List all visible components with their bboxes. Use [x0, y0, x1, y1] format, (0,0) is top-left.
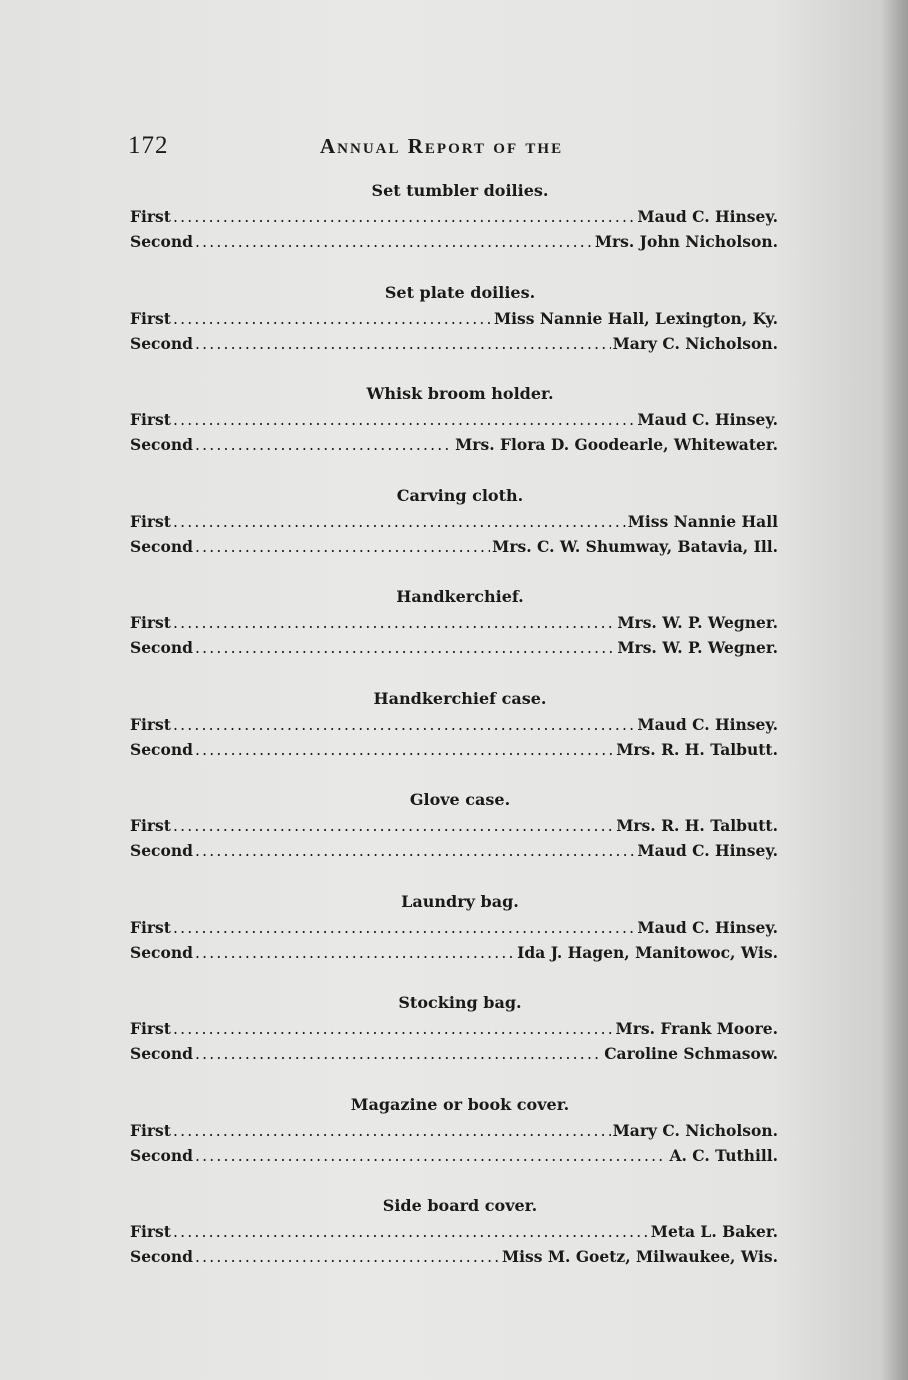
winner-name: Ida J. Hagen, Manitowoc, Wis. — [517, 942, 778, 962]
award-section-glove-case — [130, 787, 778, 889]
dot-leader — [173, 1220, 649, 1245]
dot-leader — [173, 205, 635, 230]
dot-leader — [195, 230, 593, 255]
place-label: Second — [130, 1145, 193, 1165]
dot-leader — [173, 713, 635, 738]
place-label: First — [130, 511, 171, 531]
dot-leader — [173, 1119, 611, 1144]
award-entry — [130, 635, 778, 660]
dot-leader — [173, 814, 614, 839]
place-label: Second — [130, 942, 193, 962]
page-header — [128, 132, 778, 166]
award-section-handkerchief — [130, 584, 778, 686]
place-label: First — [130, 1120, 171, 1140]
dot-leader — [195, 332, 611, 357]
award-entry — [130, 1041, 778, 1066]
winner-name: A. C. Tuthill. — [669, 1145, 778, 1165]
winner-name: Maud C. Hinsey. — [637, 841, 778, 860]
dot-leader — [173, 916, 635, 941]
dot-leader — [173, 307, 492, 332]
winner-name: Mrs. W. P. Wegner. — [617, 638, 778, 657]
place-label: First — [130, 207, 171, 226]
place-label: First — [130, 1222, 171, 1241]
dot-leader — [195, 941, 515, 966]
award-entry — [130, 712, 778, 737]
section-title: Handkerchief case. — [373, 688, 547, 708]
award-entry — [130, 610, 778, 635]
award-entry — [130, 1244, 778, 1269]
section-title: Set plate doilies. — [384, 282, 536, 302]
dot-leader — [173, 1017, 614, 1042]
place-label: First — [130, 613, 171, 632]
section-title: Magazine or book cover. — [350, 1094, 570, 1114]
winner-name: Mrs. W. P. Wegner. — [617, 613, 778, 632]
place-label: Second — [130, 1247, 193, 1266]
dot-leader — [195, 1042, 602, 1067]
section-title: Stocking bag. — [398, 993, 522, 1012]
award-entry — [130, 407, 778, 432]
dot-leader — [173, 611, 615, 636]
place-label: Second — [130, 739, 193, 759]
place-label: Second — [130, 435, 193, 454]
place-label: Second — [130, 536, 193, 556]
dot-leader — [195, 738, 614, 763]
place-label: Second — [130, 638, 193, 657]
winner-name: Mrs. C. W. Shumway, Batavia, Ill. — [492, 536, 778, 556]
place-label: Second — [130, 841, 193, 860]
section-title: Laundry bag. — [401, 891, 519, 911]
winner-name: Mary C. Nicholson. — [612, 333, 778, 353]
award-entry — [130, 1143, 778, 1168]
place-label: Second — [130, 1044, 193, 1063]
place-label: Second — [130, 232, 193, 251]
award-entry — [130, 331, 778, 356]
award-entry — [130, 432, 778, 457]
place-label: First — [130, 1019, 171, 1038]
place-label: First — [130, 308, 171, 328]
running-head: Annual Report of the — [320, 134, 564, 158]
winner-name: Mary C. Nicholson. — [612, 1120, 778, 1140]
award-entry — [130, 229, 778, 254]
winner-name: Maud C. Hinsey. — [637, 410, 778, 429]
dot-leader — [195, 636, 615, 661]
dot-leader — [195, 839, 635, 864]
page-number: 172 — [128, 132, 169, 159]
dot-leader — [195, 1144, 668, 1169]
award-entry — [130, 1219, 778, 1244]
award-section-set-tumbler-doilies — [130, 178, 778, 280]
award-entry — [130, 940, 778, 965]
winner-name: Maud C. Hinsey. — [637, 714, 778, 734]
winner-name: Maud C. Hinsey. — [637, 207, 778, 226]
award-entry — [130, 915, 778, 940]
winner-name: Miss Nannie Hall, Lexington, Ky. — [493, 308, 778, 328]
award-section-handkerchief-case — [130, 686, 778, 788]
winner-name: Mrs. Flora D. Goodearle, Whitewater. — [455, 435, 778, 454]
award-entry — [130, 838, 778, 863]
award-section-stocking-bag — [130, 990, 778, 1092]
section-title: Set tumbler doilies. — [371, 181, 549, 200]
place-label: Second — [130, 333, 193, 353]
winner-name: Meta L. Baker. — [650, 1222, 778, 1241]
section-title: Glove case. — [409, 790, 511, 809]
section-title: Handkerchief. — [396, 587, 524, 606]
awards-list — [130, 178, 778, 1295]
place-label: First — [130, 917, 171, 937]
award-entry — [130, 813, 778, 838]
award-entry — [130, 1118, 778, 1143]
winner-name: Caroline Schmasow. — [604, 1044, 778, 1063]
section-title: Carving cloth. — [396, 485, 524, 505]
award-entry — [130, 1016, 778, 1041]
dot-leader — [173, 510, 626, 535]
dot-leader — [195, 535, 490, 560]
award-entry — [130, 534, 778, 559]
place-label: First — [130, 714, 171, 734]
place-label: First — [130, 816, 171, 835]
dot-leader — [173, 408, 635, 433]
award-section-magazine-or-book-cover — [130, 1092, 778, 1194]
winner-name: Mrs. R. H. Talbutt. — [616, 816, 778, 835]
winner-name: Maud C. Hinsey. — [637, 917, 778, 937]
dot-leader — [195, 433, 453, 458]
award-entry — [130, 204, 778, 229]
winner-name: Mrs. R. H. Talbutt. — [616, 739, 778, 759]
award-section-carving-cloth — [130, 483, 778, 585]
dot-leader — [195, 1245, 500, 1270]
award-section-side-board-cover — [130, 1193, 778, 1295]
award-section-laundry-bag — [130, 889, 778, 991]
section-title: Side board cover. — [382, 1196, 538, 1215]
award-section-whisk-broom-holder — [130, 381, 778, 483]
award-entry — [130, 737, 778, 762]
place-label: First — [130, 410, 171, 429]
winner-name: Miss M. Goetz, Milwaukee, Wis. — [501, 1247, 778, 1266]
winner-name: Mrs. Frank Moore. — [615, 1019, 778, 1038]
award-entry — [130, 306, 778, 331]
winner-name: Miss Nannie Hall — [627, 511, 778, 531]
award-section-set-plate-doilies — [130, 280, 778, 382]
winner-name: Mrs. John Nicholson. — [594, 232, 778, 251]
section-title: Whisk broom holder. — [366, 384, 554, 403]
award-entry — [130, 509, 778, 534]
